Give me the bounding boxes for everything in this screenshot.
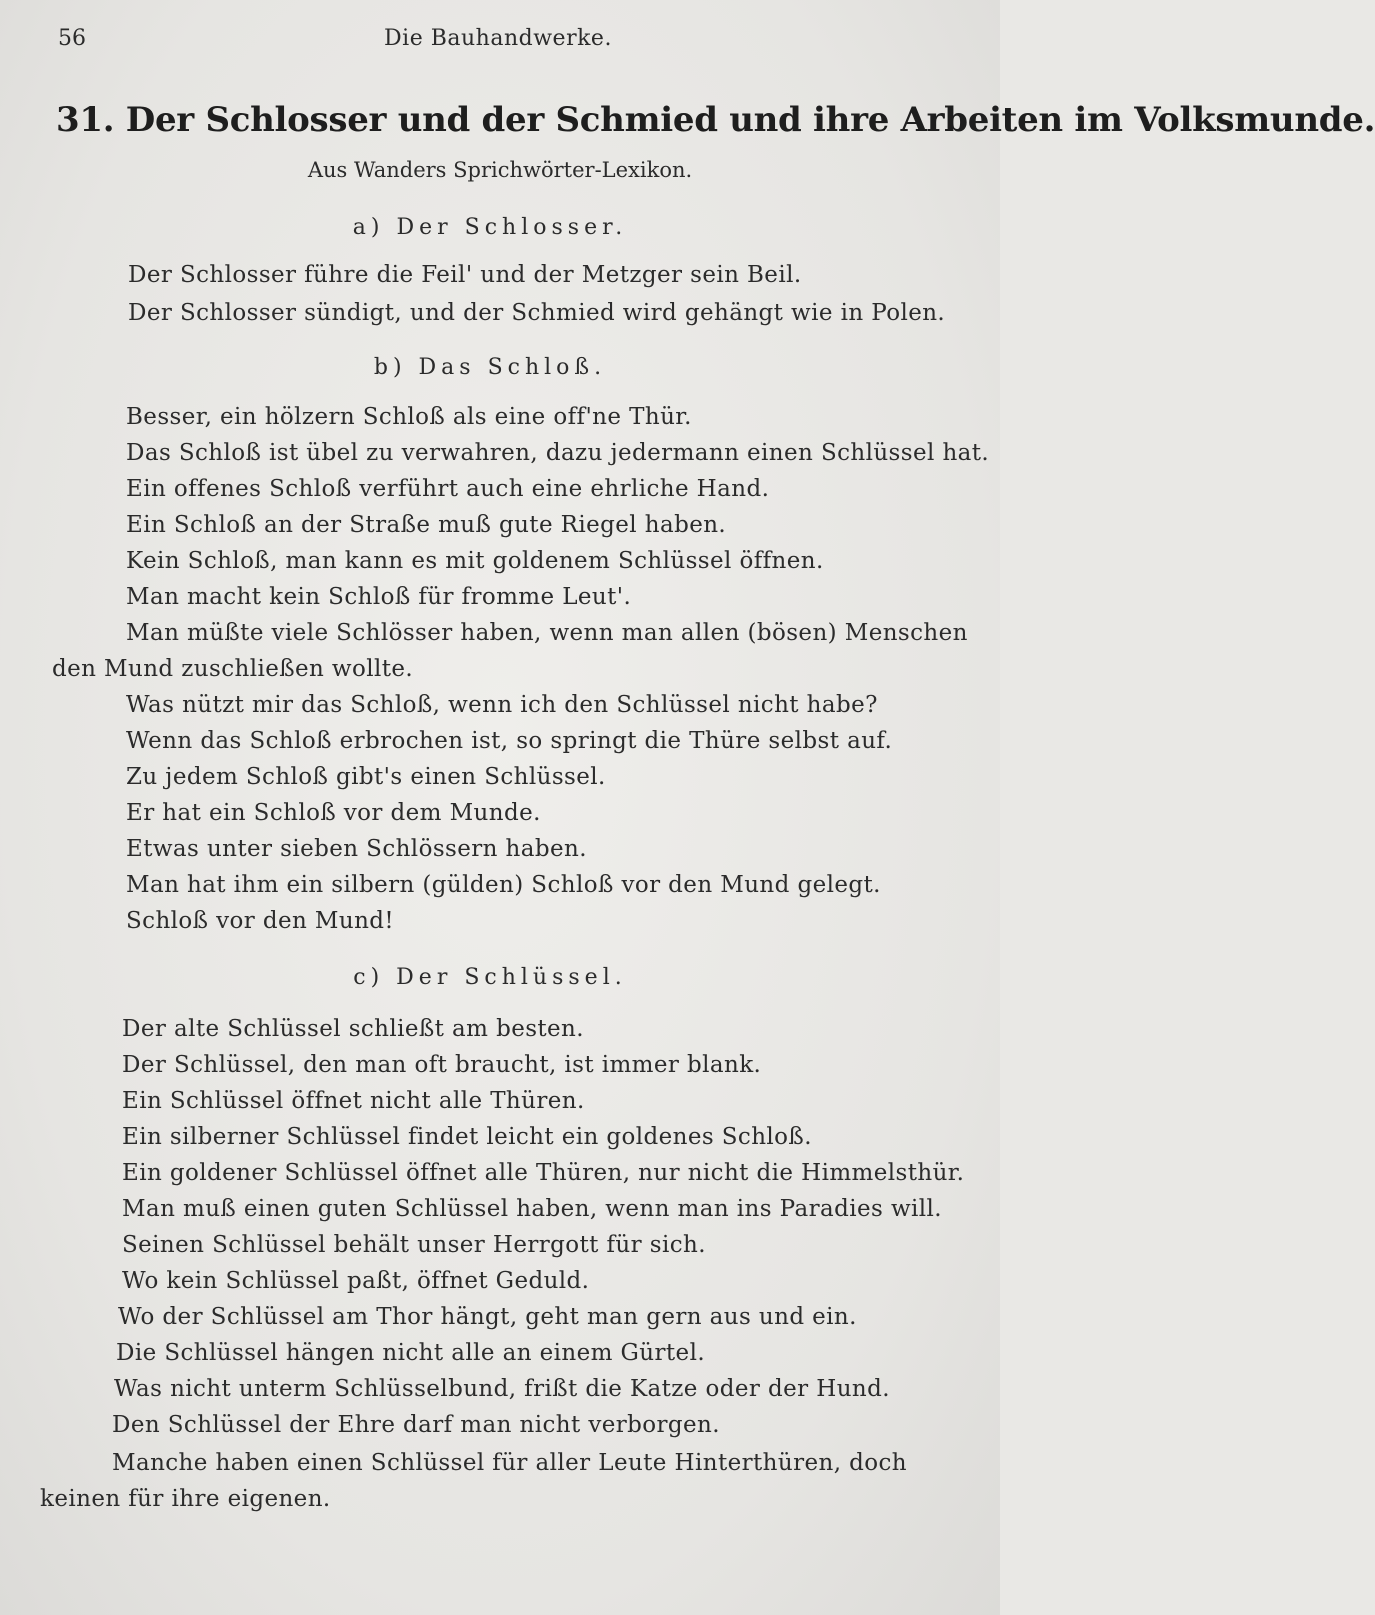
proverb-line: Den Schlüssel der Ehre darf man nicht verborgen. (112, 1412, 720, 1438)
proverb-line: Etwas unter sieben Schlössern haben. (126, 836, 587, 862)
proverb-line: Er hat ein Schloß vor dem Munde. (126, 800, 541, 826)
proverb-line: Wo der Schlüssel am Thor hängt, geht man gern aus und ein. (118, 1304, 857, 1330)
proverb-line: Was nützt mir das Schloß, wenn ich den Schlüssel nicht habe? (126, 692, 878, 718)
section-b-heading: b) Das Schloß. (373, 355, 607, 380)
proverb-line: Der alte Schlüssel schließt am besten. (122, 1016, 584, 1042)
proverb-line: Ein goldener Schlüssel öffnet alle Thüren, nur nicht die Himmelsthür. (122, 1160, 965, 1186)
running-header (58, 26, 938, 62)
proverb-line: Man hat ihm ein silbern (gülden) Schloß vor den Mund gelegt. (126, 872, 881, 898)
proverb-line: Man muß einen guten Schlüssel haben, wenn man ins Paradies will. (122, 1196, 943, 1222)
proverb-line: Besser, ein hölzern Schloß als eine off'ne Thür. (126, 404, 692, 430)
proverb-line: Der Schlüssel, den man oft braucht, ist immer blank. (122, 1052, 762, 1078)
proverb-line: Man müßte viele Schlösser haben, wenn man allen (bösen) Menschen (126, 620, 968, 646)
proverb-line: Manche haben einen Schlüssel für aller Leute Hinterthüren, doch (112, 1450, 907, 1476)
chapter-title: 31. Der Schlosser und der Schmied und ihre Arbeiten im Volksmunde. (56, 100, 1375, 140)
proverb-line: Ein offenes Schloß verführt auch eine ehrliche Hand. (126, 476, 770, 502)
proverb-line: Wo kein Schlüssel paßt, öffnet Geduld. (122, 1268, 590, 1294)
proverb-line: Das Schloß ist übel zu verwahren, dazu jedermann einen Schlüssel hat. (126, 440, 990, 466)
running-title: Die Bauhandwerke. (384, 26, 612, 51)
proverb-line: Ein Schlüssel öffnet nicht alle Thüren. (122, 1088, 585, 1114)
proverb-line: Seinen Schlüssel behält unser Herrgott für sich. (122, 1232, 706, 1258)
page-number: 56 (58, 26, 86, 51)
proverb-line: Ein Schloß an der Straße muß gute Riegel haben. (126, 512, 727, 538)
proverb-line: Schloß vor den Mund! (126, 908, 395, 934)
proverb-line: Ein silberner Schlüssel findet leicht ein goldenes Schloß. (122, 1124, 812, 1150)
proverb-line-continuation: den Mund zuschließen wollte. (52, 656, 414, 682)
proverb-line: Zu jedem Schloß gibt's einen Schlüssel. (126, 764, 606, 790)
proverb-line: Die Schlüssel hängen nicht alle an einem Gürtel. (116, 1340, 706, 1366)
proverb-line: Kein Schloß, man kann es mit goldenem Schlüssel öffnen. (126, 548, 824, 574)
proverb-line: Der Schlosser sündigt, und der Schmied wird gehängt wie in Polen. (128, 300, 946, 326)
proverb-line: Wenn das Schloß erbrochen ist, so springt die Thüre selbst auf. (126, 728, 893, 754)
proverb-line-continuation: keinen für ihre eigenen. (40, 1486, 331, 1512)
proverb-line: Man macht kein Schloß für fromme Leut'. (126, 584, 632, 610)
section-a-heading: a) Der Schlosser. (352, 215, 628, 240)
section-c-heading: c) Der Schlüssel. (353, 965, 627, 990)
proverb-line: Der Schlosser führe die Feil' und der Metzger sein Beil. (128, 262, 802, 288)
chapter-source: Aus Wanders Sprichwörter-Lexikon. (307, 158, 693, 182)
proverb-line: Was nicht unterm Schlüsselbund, frißt die Katze oder der Hund. (114, 1376, 890, 1402)
